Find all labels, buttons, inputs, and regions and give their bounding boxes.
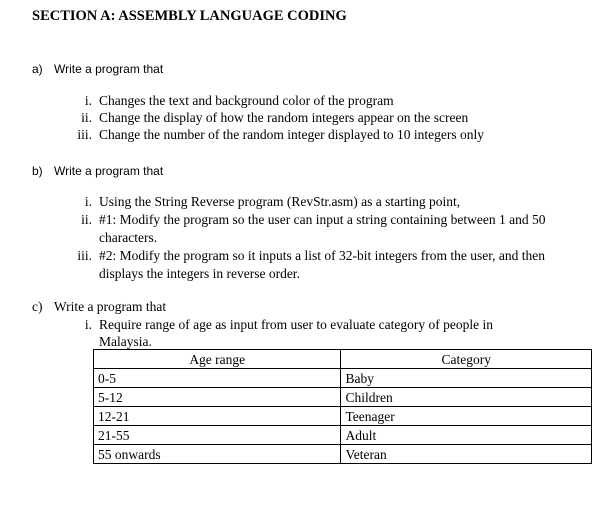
list-item-text: Using the String Reverse program (RevStr.asm) as a starting point, bbox=[99, 194, 461, 209]
table-row bbox=[94, 388, 592, 407]
list-item-number: iii. bbox=[77, 127, 92, 142]
list-item-text: Change the number of the random integer displayed to 10 integers only bbox=[99, 127, 485, 142]
list-item-text: Change the display of how the random integers appear on the screen bbox=[99, 110, 469, 125]
category-cell: Baby bbox=[341, 369, 592, 388]
question-c-intro: Write a program that bbox=[53, 299, 167, 314]
list-item-text: Require range of age as input from user to evaluate category of people in bbox=[99, 317, 493, 332]
question-a-label: a) bbox=[32, 62, 43, 76]
category-cell: Veteran bbox=[341, 445, 592, 464]
table-row bbox=[94, 407, 592, 426]
list-item-number: i. bbox=[84, 194, 92, 209]
question-b-label: b) bbox=[32, 164, 43, 178]
list-item-number: ii. bbox=[81, 212, 92, 227]
age-range-cell: 0-5 bbox=[94, 369, 341, 388]
question-b-intro: Write a program that bbox=[54, 164, 164, 178]
question-a-intro: Write a program that bbox=[54, 62, 164, 76]
list-item-text-continued: displays the integers in reverse order. bbox=[99, 266, 300, 281]
list-item-text: #2: Modify the program so it inputs a list of 32-bit integers from the user, and then bbox=[99, 248, 546, 263]
list-item-text: Changes the text and background color of the program bbox=[99, 93, 394, 108]
question-b bbox=[32, 164, 163, 178]
section-title: SECTION A: ASSEMBLY LANGUAGE CODING bbox=[32, 8, 347, 24]
age-category-table bbox=[93, 349, 592, 464]
list-item-number: i. bbox=[84, 93, 92, 108]
table-row bbox=[94, 426, 592, 445]
age-range-header: Age range bbox=[94, 350, 341, 369]
category-cell: Adult bbox=[341, 426, 592, 445]
age-range-cell: 5-12 bbox=[94, 388, 341, 407]
age-range-cell: 12-21 bbox=[94, 407, 341, 426]
question-a bbox=[32, 62, 163, 76]
table-header-row bbox=[94, 350, 592, 369]
list-item-number: ii. bbox=[81, 110, 92, 125]
category-cell: Teenager bbox=[341, 407, 592, 426]
table-row bbox=[94, 445, 592, 464]
list-item-text-continued: Malaysia. bbox=[99, 334, 152, 349]
list-item-text-continued: characters. bbox=[99, 230, 158, 245]
table-row bbox=[94, 369, 592, 388]
list-item-text: #1: Modify the program so the user can input a string containing between 1 and 50 bbox=[99, 212, 546, 227]
question-c bbox=[32, 299, 166, 315]
question-c-label: c) bbox=[32, 299, 43, 314]
age-range-cell: 55 onwards bbox=[94, 445, 341, 464]
category-header: Category bbox=[341, 350, 592, 369]
category-cell: Children bbox=[341, 388, 592, 407]
list-item-number: iii. bbox=[77, 248, 92, 263]
age-range-cell: 21-55 bbox=[94, 426, 341, 445]
list-item-number: i. bbox=[84, 317, 92, 332]
